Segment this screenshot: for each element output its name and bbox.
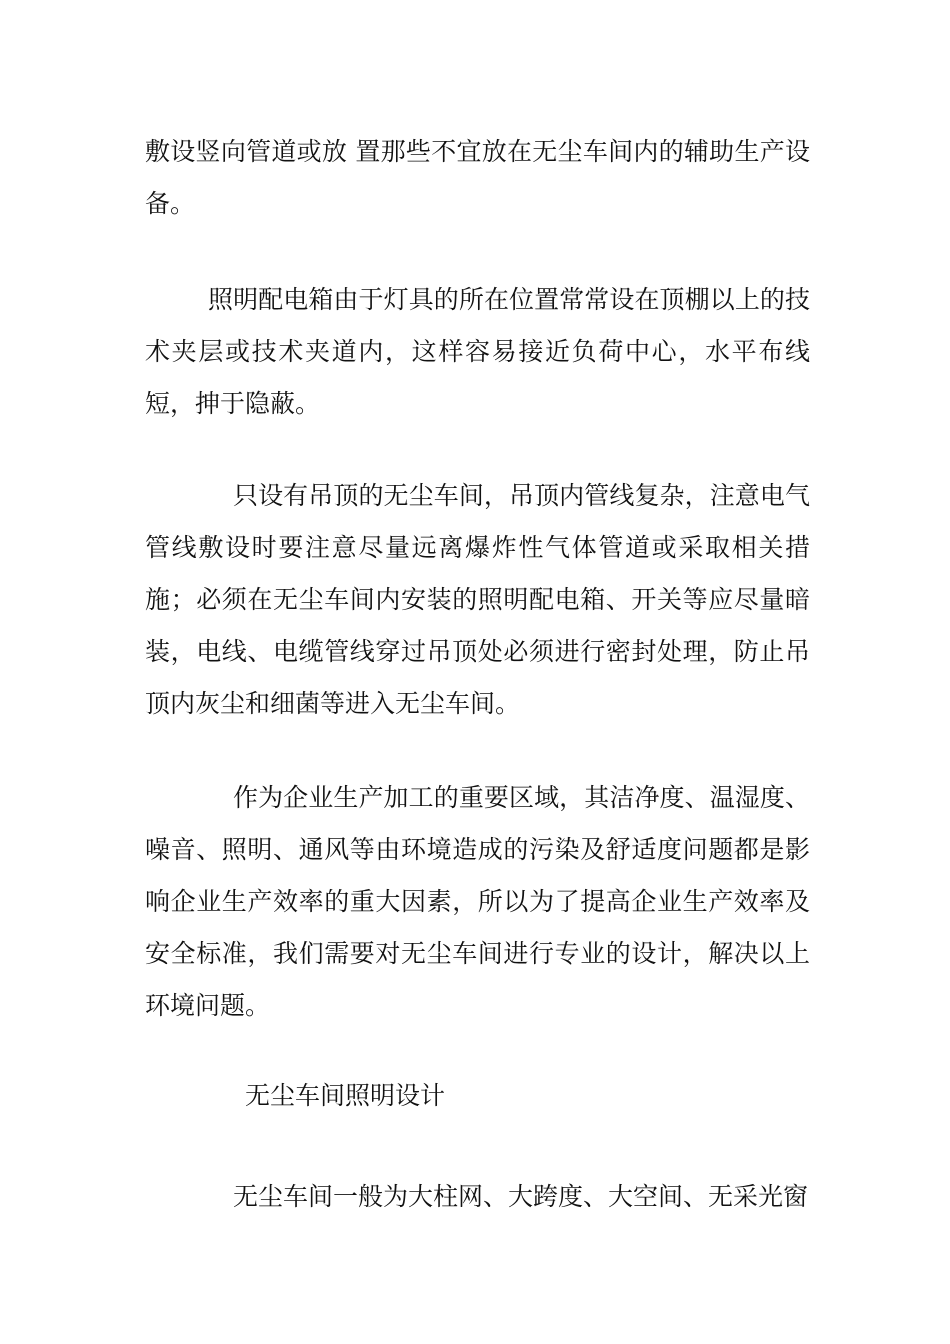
paragraph-suspended-ceiling: 只设有吊顶的无尘车间，吊顶内管线复杂，注意电气管线敷设时要注意尽量远离爆炸性气体管道或采取相关措施；必须在无尘车间内安装的照明配电箱、开关等应尽量暗装，电线、电缆管线穿过吊顶处必须进行密封处理，防止吊顶内灰尘和细菌等进入无尘车间。 bbox=[145, 481, 810, 718]
paragraph-continued: 敷设竖向管道或放 置那些不宜放在无尘车间内的辅助生产设备。 bbox=[145, 137, 810, 218]
paragraph-lighting-distribution-box: 照明配电箱由于灯具的所在位置常常设在顶棚以上的技术夹层或技术夹道内，这样容易接近负荷中心，水平布线短，抻于隐蔽。 bbox=[145, 285, 810, 418]
section-heading: 无尘车间照明设计 bbox=[245, 1081, 446, 1110]
paragraph-production-environment: 作为企业生产加工的重要区域，其洁净度、温湿度、噪音、照明、通风等由环境造成的污染及舒适度问题都是影响企业生产效率的重大因素，所以为了提高企业生产效率及安全标准，我们需要对无尘车间进行专业的设计，解决以上环境问题。 bbox=[145, 783, 810, 1020]
paragraph-lighting-design-intro: 无尘车间一般为大柱网、大跨度、大空间、无采光窗 bbox=[233, 1182, 809, 1211]
